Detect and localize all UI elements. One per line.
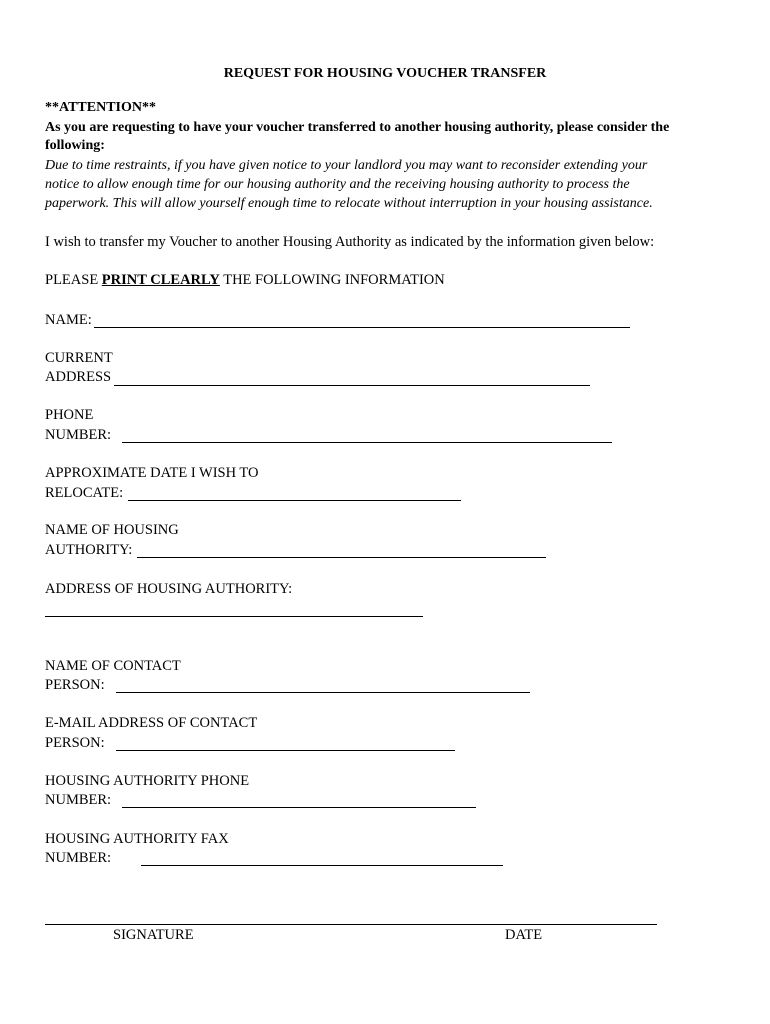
- ha-fax-label-line1: HOUSING AUTHORITY FAX: [45, 831, 229, 847]
- print-suffix: THE FOLLOWING INFORMATION: [219, 272, 445, 288]
- contact-email-field[interactable]: [116, 750, 455, 751]
- name-label: NAME:: [45, 312, 92, 328]
- ha-phone-label-line1: HOUSING AUTHORITY PHONE: [45, 773, 250, 789]
- relocate-date-field[interactable]: [128, 500, 461, 501]
- page-title: REQUEST FOR HOUSING VOUCHER TRANSFER: [223, 66, 547, 81]
- ha-address-field[interactable]: [45, 616, 423, 617]
- ha-fax-field[interactable]: [141, 865, 503, 866]
- signature-label: SIGNATURE: [113, 927, 194, 943]
- name-field[interactable]: [94, 327, 630, 328]
- attention-text-line2: following:: [45, 138, 105, 153]
- current-address-label-line1: CURRENT: [45, 350, 113, 366]
- contact-name-label-line2: PERSON:: [45, 677, 105, 693]
- relocate-label-line1: APPROXIMATE DATE I WISH TO: [45, 465, 259, 481]
- ha-name-field[interactable]: [137, 557, 546, 558]
- ha-name-label-line1: NAME OF HOUSING: [45, 522, 179, 538]
- note-line3: paperwork. This will allow yourself enough time to relocate without interruption in your housing assistance.: [45, 196, 653, 211]
- ha-name-label-line2: AUTHORITY:: [45, 542, 133, 558]
- note-line1: Due to time restraints, if you have given notice to your landlord you may want to reconsider extending your: [45, 158, 648, 173]
- attention-heading: **ATTENTION**: [45, 100, 156, 115]
- ha-address-label: ADDRESS OF HOUSING AUTHORITY:: [45, 581, 293, 597]
- contact-name-label-line1: NAME OF CONTACT: [45, 658, 181, 674]
- ha-phone-field[interactable]: [122, 807, 476, 808]
- current-address-label-line2: ADDRESS: [45, 369, 112, 385]
- ha-phone-label-line2: NUMBER:: [45, 792, 112, 808]
- current-address-field[interactable]: [114, 385, 590, 386]
- attention-text-line1: As you are requesting to have your voucher transferred to another housing authority, please consider the: [45, 120, 670, 135]
- note-line2: notice to allow enough time for our housing authority and the receiving housing authority to process the: [45, 177, 630, 192]
- print-prefix: PLEASE: [45, 272, 102, 288]
- signature-date-line[interactable]: [45, 924, 657, 925]
- ha-fax-label-line2: NUMBER:: [45, 850, 112, 866]
- contact-name-field[interactable]: [116, 692, 530, 693]
- intro-text: I wish to transfer my Voucher to another Housing Authority as indicated by the information given below:: [45, 234, 655, 250]
- print-emphasis: PRINT CLEARLY: [101, 272, 220, 288]
- contact-email-label-line1: E-MAIL ADDRESS OF CONTACT: [45, 715, 258, 731]
- phone-label-line1: PHONE: [45, 407, 94, 423]
- phone-field[interactable]: [122, 442, 612, 443]
- contact-email-label-line2: PERSON:: [45, 735, 105, 751]
- relocate-label-line2: RELOCATE:: [45, 485, 124, 501]
- print-instruction: [45, 271, 445, 290]
- date-label: DATE: [505, 927, 543, 943]
- phone-label-line2: NUMBER:: [45, 427, 112, 443]
